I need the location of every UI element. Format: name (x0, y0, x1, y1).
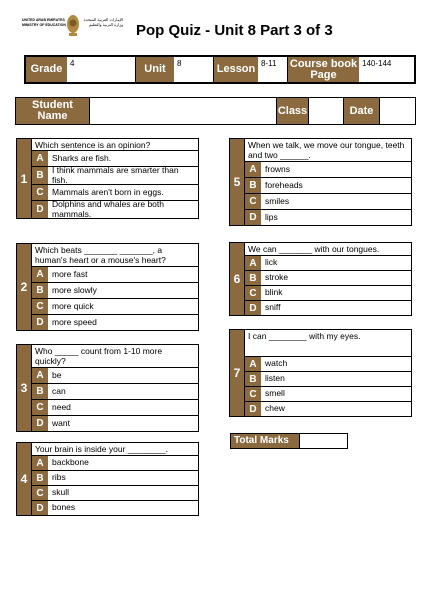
option-text: want (52, 417, 70, 428)
option-text: stroke (265, 272, 289, 283)
answer-option-d[interactable] (32, 501, 199, 516)
question-text: Which sentence is an opinion? (32, 138, 199, 151)
option-letter: B (32, 471, 48, 485)
option-text: foreheads (265, 179, 303, 190)
logo-caption-en: UNITED ARAB EMIRATES MINISTRY OF EDUCATION (22, 18, 66, 27)
answer-option-c[interactable] (245, 194, 412, 210)
question-text: We can _______ with our tongues. (245, 242, 412, 256)
option-letter: B (245, 372, 261, 386)
option-letter: B (245, 271, 261, 285)
answer-option-d[interactable] (245, 210, 412, 226)
option-text: chew (265, 403, 285, 414)
option-text: can (52, 385, 66, 396)
question-text: Your brain is inside your ________. (32, 442, 199, 456)
answer-option-d[interactable] (32, 201, 199, 219)
question-text: Which beats _______ _______, a human's heart or a mouse's heart? (32, 243, 199, 267)
option-text: lips (265, 211, 278, 222)
option-text: smiles (265, 195, 290, 206)
option-letter: D (32, 416, 48, 431)
option-letter: C (245, 194, 261, 209)
answer-option-d[interactable] (32, 416, 199, 432)
logo-caption-ar: الإمارات العربية المتحدة وزارة التربية والتعليم (83, 17, 123, 27)
answer-option-d[interactable] (32, 315, 199, 331)
question-text: When we talk, we move our tongue, teeth and two ______. (245, 138, 412, 162)
question-text: Who _____ count from 1-10 more quickly? (32, 344, 199, 368)
option-text: bones (52, 502, 76, 513)
date-label: Date (343, 97, 380, 125)
grade-value[interactable]: 4 (67, 57, 136, 82)
unit-label: Unit (136, 57, 174, 82)
answer-option-c[interactable] (245, 286, 412, 301)
option-text: blink (265, 287, 283, 298)
question-text: I can ________ with my eyes. (245, 329, 412, 357)
coursebook-label: Course book Page (289, 57, 358, 81)
question-number: 3 (16, 344, 32, 432)
answer-option-b[interactable] (32, 283, 199, 299)
class-label: Class (276, 97, 309, 125)
option-letter: C (32, 299, 48, 314)
page-title: Pop Quiz - Unit 8 Part 3 of 3 (136, 22, 333, 39)
answer-option-d[interactable] (245, 402, 412, 417)
option-letter: B (32, 167, 48, 184)
option-text: more fast (52, 268, 88, 279)
option-text: more quick (52, 300, 94, 311)
option-text: watch (265, 358, 288, 369)
answer-option-a[interactable] (32, 267, 199, 283)
question-number: 2 (16, 243, 32, 331)
answer-option-b[interactable] (245, 271, 412, 286)
unit-value[interactable]: 8 (174, 57, 214, 82)
answer-option-a[interactable] (32, 456, 199, 471)
option-text: Dolphins and whales are both mammals. (52, 199, 164, 219)
option-letter: A (32, 151, 48, 166)
question-5 (229, 138, 412, 226)
question-1 (16, 138, 199, 219)
option-text: more slowly (52, 284, 97, 295)
option-letter: C (245, 286, 261, 300)
question-3 (16, 344, 199, 432)
option-text: be (52, 369, 62, 380)
info-row (24, 55, 416, 84)
option-text: sniff (265, 302, 281, 313)
ministry-logo (22, 14, 122, 40)
option-letter: B (32, 384, 48, 399)
lesson-label: Lesson (214, 57, 258, 82)
option-text: smell (265, 388, 285, 399)
question-7 (229, 329, 412, 417)
answer-option-a[interactable] (245, 256, 412, 271)
option-text: I think mammals are smarter than fish. (52, 165, 179, 185)
question-6 (229, 242, 412, 316)
answer-option-c[interactable] (32, 299, 199, 315)
option-letter: C (32, 400, 48, 415)
answer-option-b[interactable] (245, 372, 412, 387)
question-2 (16, 243, 199, 331)
option-text: skull (52, 487, 70, 498)
question-4 (16, 442, 199, 516)
answer-option-b[interactable] (32, 471, 199, 486)
answer-option-c[interactable] (32, 486, 199, 501)
answer-option-b[interactable] (32, 167, 199, 185)
answer-option-c[interactable] (32, 400, 199, 416)
option-letter: A (245, 162, 261, 177)
option-text: more speed (52, 316, 97, 327)
option-letter: C (32, 486, 48, 500)
option-letter: B (245, 178, 261, 193)
question-number: 1 (16, 138, 32, 219)
option-text: frowns (265, 163, 291, 174)
grade-label: Grade (26, 57, 67, 82)
answer-option-a[interactable] (245, 162, 412, 178)
option-text: Sharks are fish. (52, 152, 112, 163)
student-name-label: Student Name (15, 97, 90, 125)
answer-option-b[interactable] (245, 178, 412, 194)
option-text: Mammals aren't born in eggs. (52, 186, 164, 197)
student-name-field[interactable] (89, 97, 277, 125)
coursebook-value[interactable]: 140-144 (359, 57, 414, 82)
option-letter: D (245, 210, 261, 225)
option-letter: D (245, 301, 261, 315)
option-text: lick (265, 257, 278, 268)
question-number: 4 (16, 442, 32, 516)
total-marks-field[interactable] (299, 433, 348, 449)
option-letter: D (245, 402, 261, 416)
option-text: ribs (52, 472, 66, 483)
option-text: need (52, 401, 71, 412)
student-row (15, 97, 416, 125)
option-text: listen (265, 373, 285, 384)
answer-option-c[interactable] (245, 387, 412, 402)
answer-option-a[interactable] (32, 368, 199, 384)
option-letter: D (32, 501, 48, 515)
lesson-value[interactable]: 8-11 (258, 57, 288, 82)
class-field[interactable] (308, 97, 344, 125)
option-letter: A (32, 456, 48, 470)
question-number: 6 (229, 242, 245, 316)
option-letter: D (32, 315, 48, 330)
emblem-icon (65, 14, 81, 38)
answer-option-b[interactable] (32, 384, 199, 400)
option-letter: A (245, 256, 261, 270)
option-letter: D (32, 201, 48, 218)
answer-option-a[interactable] (245, 357, 412, 372)
answer-option-d[interactable] (245, 301, 412, 316)
date-field[interactable] (379, 97, 416, 125)
option-text: backbone (52, 457, 89, 468)
option-letter: C (245, 387, 261, 401)
option-letter: C (32, 185, 48, 200)
option-letter: A (245, 357, 261, 371)
option-letter: A (32, 368, 48, 383)
option-letter: A (32, 267, 48, 282)
question-number: 7 (229, 329, 245, 417)
option-letter: B (32, 283, 48, 298)
total-marks-label: Total Marks (230, 433, 300, 449)
question-number: 5 (229, 138, 245, 226)
